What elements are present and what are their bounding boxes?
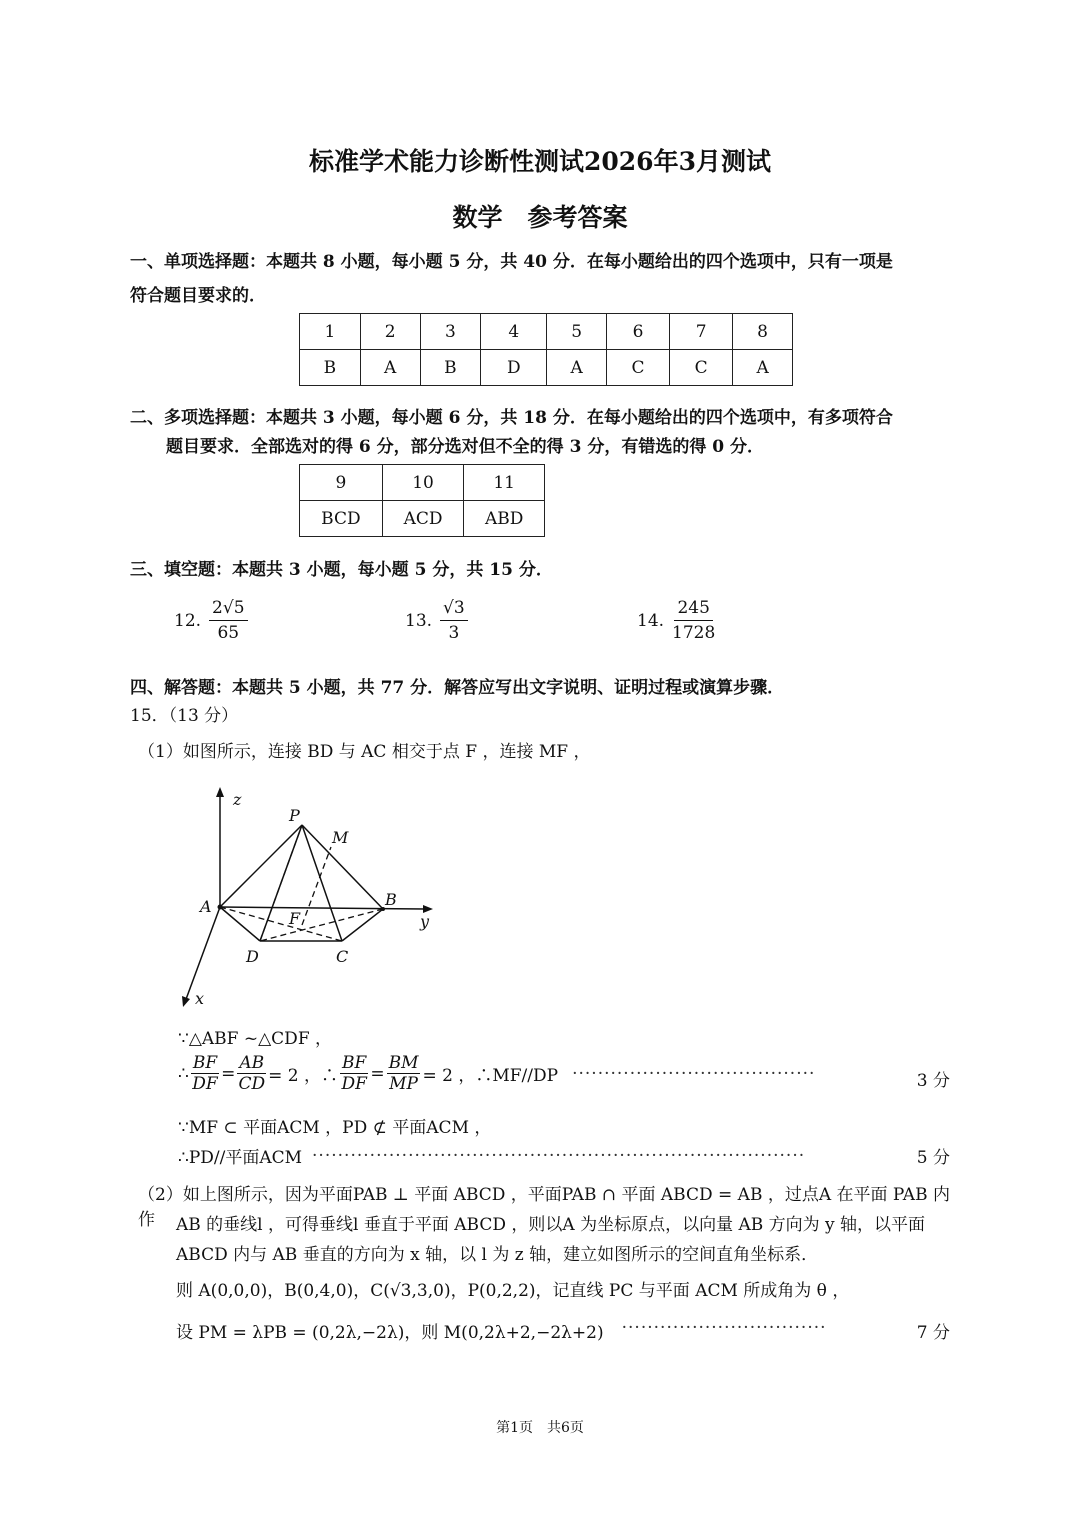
fill-answer-14 — [637, 598, 715, 643]
answer-cell: ACD — [382, 501, 464, 537]
label-M: M — [332, 828, 349, 847]
answer-cell: D — [481, 350, 547, 386]
label-A: A — [200, 897, 212, 916]
proof-text: = 2 ，∴ — [268, 1066, 339, 1086]
label-z: z — [233, 790, 242, 809]
numerator: 2√5 — [209, 598, 247, 621]
proof-text: ∴PD//平面ACM — [178, 1148, 303, 1168]
section2-heading-cont: 题目要求．全部选对的得 6 分，部分选对但不全的得 3 分，有错选的得 0 分． — [166, 437, 764, 457]
denominator: 3 — [448, 623, 460, 643]
fraction — [387, 1053, 421, 1094]
score-5: 5 分 — [916, 1148, 950, 1168]
numerator: BM — [388, 1053, 419, 1073]
question-number: 9 — [300, 465, 383, 501]
question-number: 5 — [547, 314, 607, 350]
fill-label: 14. — [637, 610, 665, 631]
proof-line-1: ∵△ABF ~△CDF ， — [178, 1029, 333, 1049]
proof-line-3: ∵MF ⊂ 平面ACM ，PD ⊄ 平面ACM ， — [178, 1118, 492, 1138]
answer-cell: A — [733, 350, 793, 386]
label-D: D — [246, 947, 259, 966]
part2-line-1: （2）如上图所示，因为平面PAB ⊥ 平面 ABCD ，平面PAB ∩ 平面 ABCD = AB ，过点A 在平面 PAB 内作 — [138, 1185, 950, 1230]
page-title: 标准学术能力诊断性测试2026年3月测试 — [309, 147, 771, 176]
proof-line-2: ∴ $\frac{BF}{DF}$ = $\frac{AB}{CD}$ = 2 ，∴ $\frac{BF}{DF}$ = $\frac{BM}{MP}$ = 2 ，∴MF//DP ······································ — [178, 1053, 816, 1094]
label-B: B — [385, 890, 397, 909]
fraction — [191, 1053, 219, 1094]
section1-heading-cont: 符合题目要求的． — [130, 286, 266, 306]
section2-heading: 二、多项选择题：本题共 3 小题，每小题 6 分，共 18 分．在每小题给出的四个选项中，有多项符合 — [130, 408, 893, 428]
table-row — [300, 314, 793, 350]
question-number: 11 — [464, 465, 545, 501]
answer-cell: B — [420, 350, 481, 386]
page-footer: 第1页 共6页 — [496, 1420, 584, 1436]
question-number: 2 — [360, 314, 420, 350]
answer-cell: B — [300, 350, 361, 386]
page-subtitle: 数学 参考答案 — [452, 203, 628, 232]
numerator: BF — [342, 1053, 367, 1073]
score-7: 7 分 — [916, 1323, 950, 1343]
question-number: 10 — [382, 465, 464, 501]
multi-choice-answer-table — [299, 464, 545, 537]
numerator: BF — [192, 1053, 218, 1073]
denominator: DF — [192, 1074, 218, 1094]
x-axis — [185, 907, 220, 1002]
part2-line-3: ABCD 内与 AB 垂直的方向为 x 轴，以 l 为 z 轴，建立如图所示的空间直角坐标系． — [176, 1245, 819, 1265]
part1-intro: （1）如图所示，连接 BD 与 AC 相交于点 F ，连接 MF ， — [138, 742, 591, 762]
fill-label: 12. — [174, 610, 202, 631]
table-row — [300, 501, 545, 537]
section3-heading: 三、填空题：本题共 3 小题，每小题 5 分，共 15 分． — [130, 560, 553, 580]
pyramid-coordinate-figure — [175, 785, 450, 1010]
denominator: DF — [341, 1074, 367, 1094]
question-number: 6 — [607, 314, 670, 350]
single-choice-answer-table — [299, 313, 793, 386]
answer-cell: C — [670, 350, 733, 386]
label-P: P — [289, 806, 300, 825]
answer-cell: A — [360, 350, 420, 386]
fill-answer-12 — [174, 598, 248, 643]
answer-cell: BCD — [300, 501, 383, 537]
fill-label: 13. — [405, 610, 433, 631]
proof-line-4: ∴PD//平面ACM ············································································· — [178, 1143, 805, 1168]
table-row — [300, 465, 545, 501]
question-15-label: 15．（13 分） — [130, 706, 239, 726]
question-number: 7 — [670, 314, 733, 350]
table-row — [300, 350, 793, 386]
denominator: MP — [389, 1074, 418, 1094]
numerator: √3 — [440, 598, 468, 621]
part2-line-5: 设 PM = λPB = (0,2λ,−2λ)，则 M(0,2λ+2,−2λ+2) ································ — [176, 1318, 827, 1343]
label-F: F — [289, 909, 301, 928]
part2-line-2: AB 的垂线l ，可得垂线l 垂直于平面 ABCD ，则以A 为坐标原点，以向量 AB 方向为 y 轴，以平面 — [176, 1215, 926, 1235]
answer-cell: C — [607, 350, 670, 386]
section4-heading: 四、解答题：本题共 5 小题，共 77 分．解答应写出文字说明、证明过程或演算步骤． — [130, 678, 785, 698]
fraction — [209, 598, 247, 643]
fraction — [237, 1053, 266, 1094]
therefore-symbol: ∴ — [178, 1063, 189, 1084]
fill-answer-13 — [405, 598, 468, 643]
label-x: x — [195, 989, 205, 1008]
denominator: 1728 — [672, 623, 716, 643]
answer-cell: A — [547, 350, 607, 386]
numerator: 245 — [674, 598, 712, 621]
question-number: 1 — [300, 314, 361, 350]
answer-cell: ABD — [464, 501, 545, 537]
denominator: CD — [238, 1074, 266, 1094]
section1-heading: 一、单项选择题：本题共 8 小题，每小题 5 分，共 40 分．在每小题给出的四个选项中，只有一项是 — [130, 252, 893, 272]
denominator: 65 — [217, 623, 240, 643]
question-number: 4 — [481, 314, 547, 350]
label-C: C — [336, 947, 349, 966]
proof-text: 设 PM = λPB = (0,2λ,−2λ)，则 M(0,2λ+2,−2λ+2) — [176, 1323, 604, 1343]
proof-text: = 2 ，∴MF//DP — [422, 1066, 559, 1086]
fraction — [340, 1053, 368, 1094]
question-number: 8 — [733, 314, 793, 350]
fraction — [672, 598, 715, 643]
score-3: 3 分 — [916, 1071, 950, 1091]
numerator: AB — [239, 1053, 265, 1073]
part2-line-4: 则 A(0,0,0)，B(0,4,0)，C(√3,3,0)，P(0,2,2)，记直线 PC 与平面 ACM 所成角为 θ ， — [176, 1281, 850, 1301]
fraction — [440, 598, 468, 643]
question-number: 3 — [420, 314, 481, 350]
label-y: y — [420, 912, 430, 931]
